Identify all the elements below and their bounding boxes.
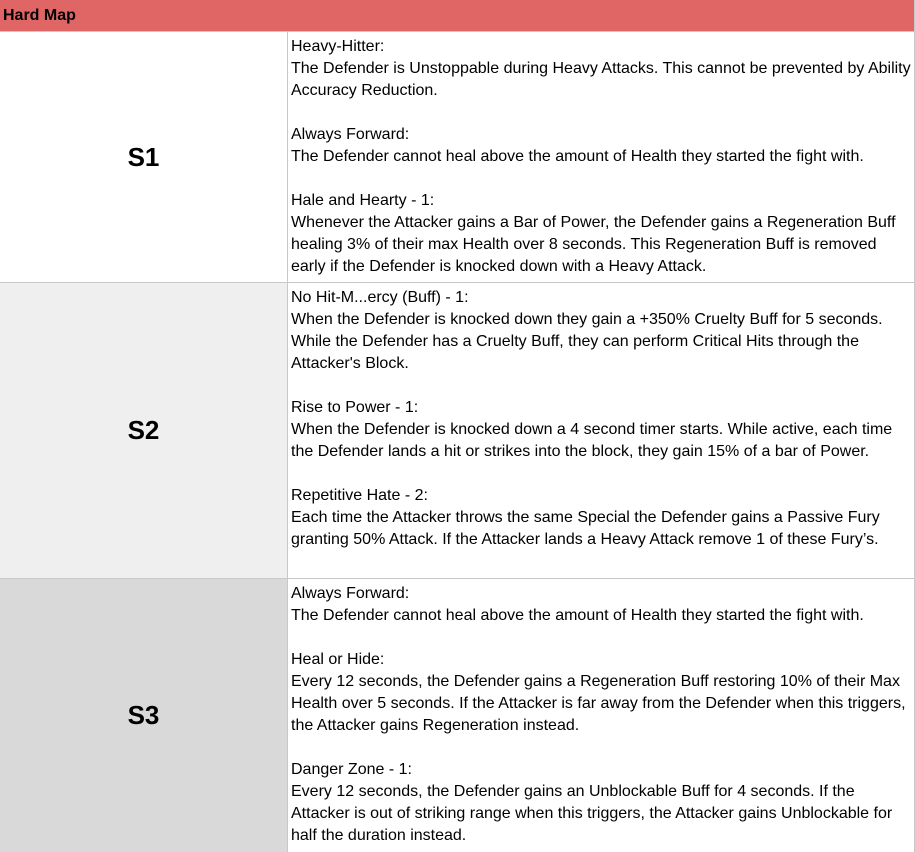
effect-name: Always Forward:	[291, 126, 410, 143]
effect-entry	[291, 649, 911, 737]
effect-description: When the Defender is knocked down they gain a +350% Cruelty Buff for 5 seconds. While the Defender has a Cruelty Buff, they can perform Critical Hits through the Attacker's Block.	[291, 311, 883, 372]
effect-entry	[291, 583, 911, 627]
effects-cell[interactable]	[288, 283, 914, 578]
header-title: Hard Map	[3, 6, 76, 24]
effect-name: No Hit-M...ercy (Buff) - 1:	[291, 289, 469, 306]
effect-name: Hale and Hearty - 1:	[291, 192, 435, 209]
effects-cell[interactable]	[288, 32, 914, 282]
row-label: S2	[127, 415, 160, 445]
row-label-cell[interactable]	[0, 579, 288, 852]
row-label-cell[interactable]	[0, 283, 288, 578]
effect-description: The Defender cannot heal above the amount of Health they started the fight with.	[291, 148, 864, 165]
row-label: S3	[127, 700, 160, 730]
header-cell[interactable]	[0, 0, 914, 32]
effect-entry	[291, 190, 911, 278]
effect-entry	[291, 124, 911, 168]
effect-description: Every 12 seconds, the Defender gains an Unblockable Buff for 4 seconds. If the Attacker is out of striking range when this triggers, the Attacker gains Unblockable for half the duration instead.	[291, 783, 893, 844]
effect-name: Rise to Power - 1:	[291, 399, 419, 416]
effect-entry	[291, 397, 911, 463]
table-row	[0, 283, 914, 579]
table-row	[0, 32, 914, 283]
effect-description: Each time the Attacker throws the same Special the Defender gains a Passive Fury granting 50% Attack. If the Attacker lands a Heavy Attack remove 1 of these Fury’s.	[291, 509, 880, 548]
row-label: S1	[127, 141, 160, 172]
effect-description: The Defender is Unstoppable during Heavy Attacks. This cannot be prevented by Ability Accuracy Reduction.	[291, 60, 911, 99]
effect-entry	[291, 287, 911, 375]
effect-name: Danger Zone - 1:	[291, 761, 412, 778]
effect-name: Heal or Hide:	[291, 651, 385, 668]
effect-entry	[291, 485, 911, 551]
effect-entry	[291, 759, 911, 847]
effect-name: Repetitive Hate - 2:	[291, 487, 428, 504]
effect-entry	[291, 36, 911, 102]
row-label-cell[interactable]	[0, 32, 288, 282]
effect-description: The Defender cannot heal above the amount of Health they started the fight with.	[291, 607, 864, 624]
effect-description: Every 12 seconds, the Defender gains a Regeneration Buff restoring 10% of their Max Health over 5 seconds. If the Attacker is far away from the Defender when this triggers, the Attacker gains Regeneration instead.	[291, 673, 906, 734]
effects-cell[interactable]	[288, 579, 914, 852]
effect-name: Always Forward:	[291, 585, 410, 602]
table-row	[0, 579, 914, 852]
effect-name: Heavy-Hitter:	[291, 38, 385, 55]
effect-description: Whenever the Attacker gains a Bar of Power, the Defender gains a Regeneration Buff healing 3% of their max Health over 8 seconds. This Regeneration Buff is removed early if the Defender is knocked down with a Heavy Attack.	[291, 214, 896, 275]
effect-description: When the Defender is knocked down a 4 second timer starts. While active, each time the Defender lands a hit or strikes into the block, they gain 15% of a bar of Power.	[291, 421, 893, 460]
